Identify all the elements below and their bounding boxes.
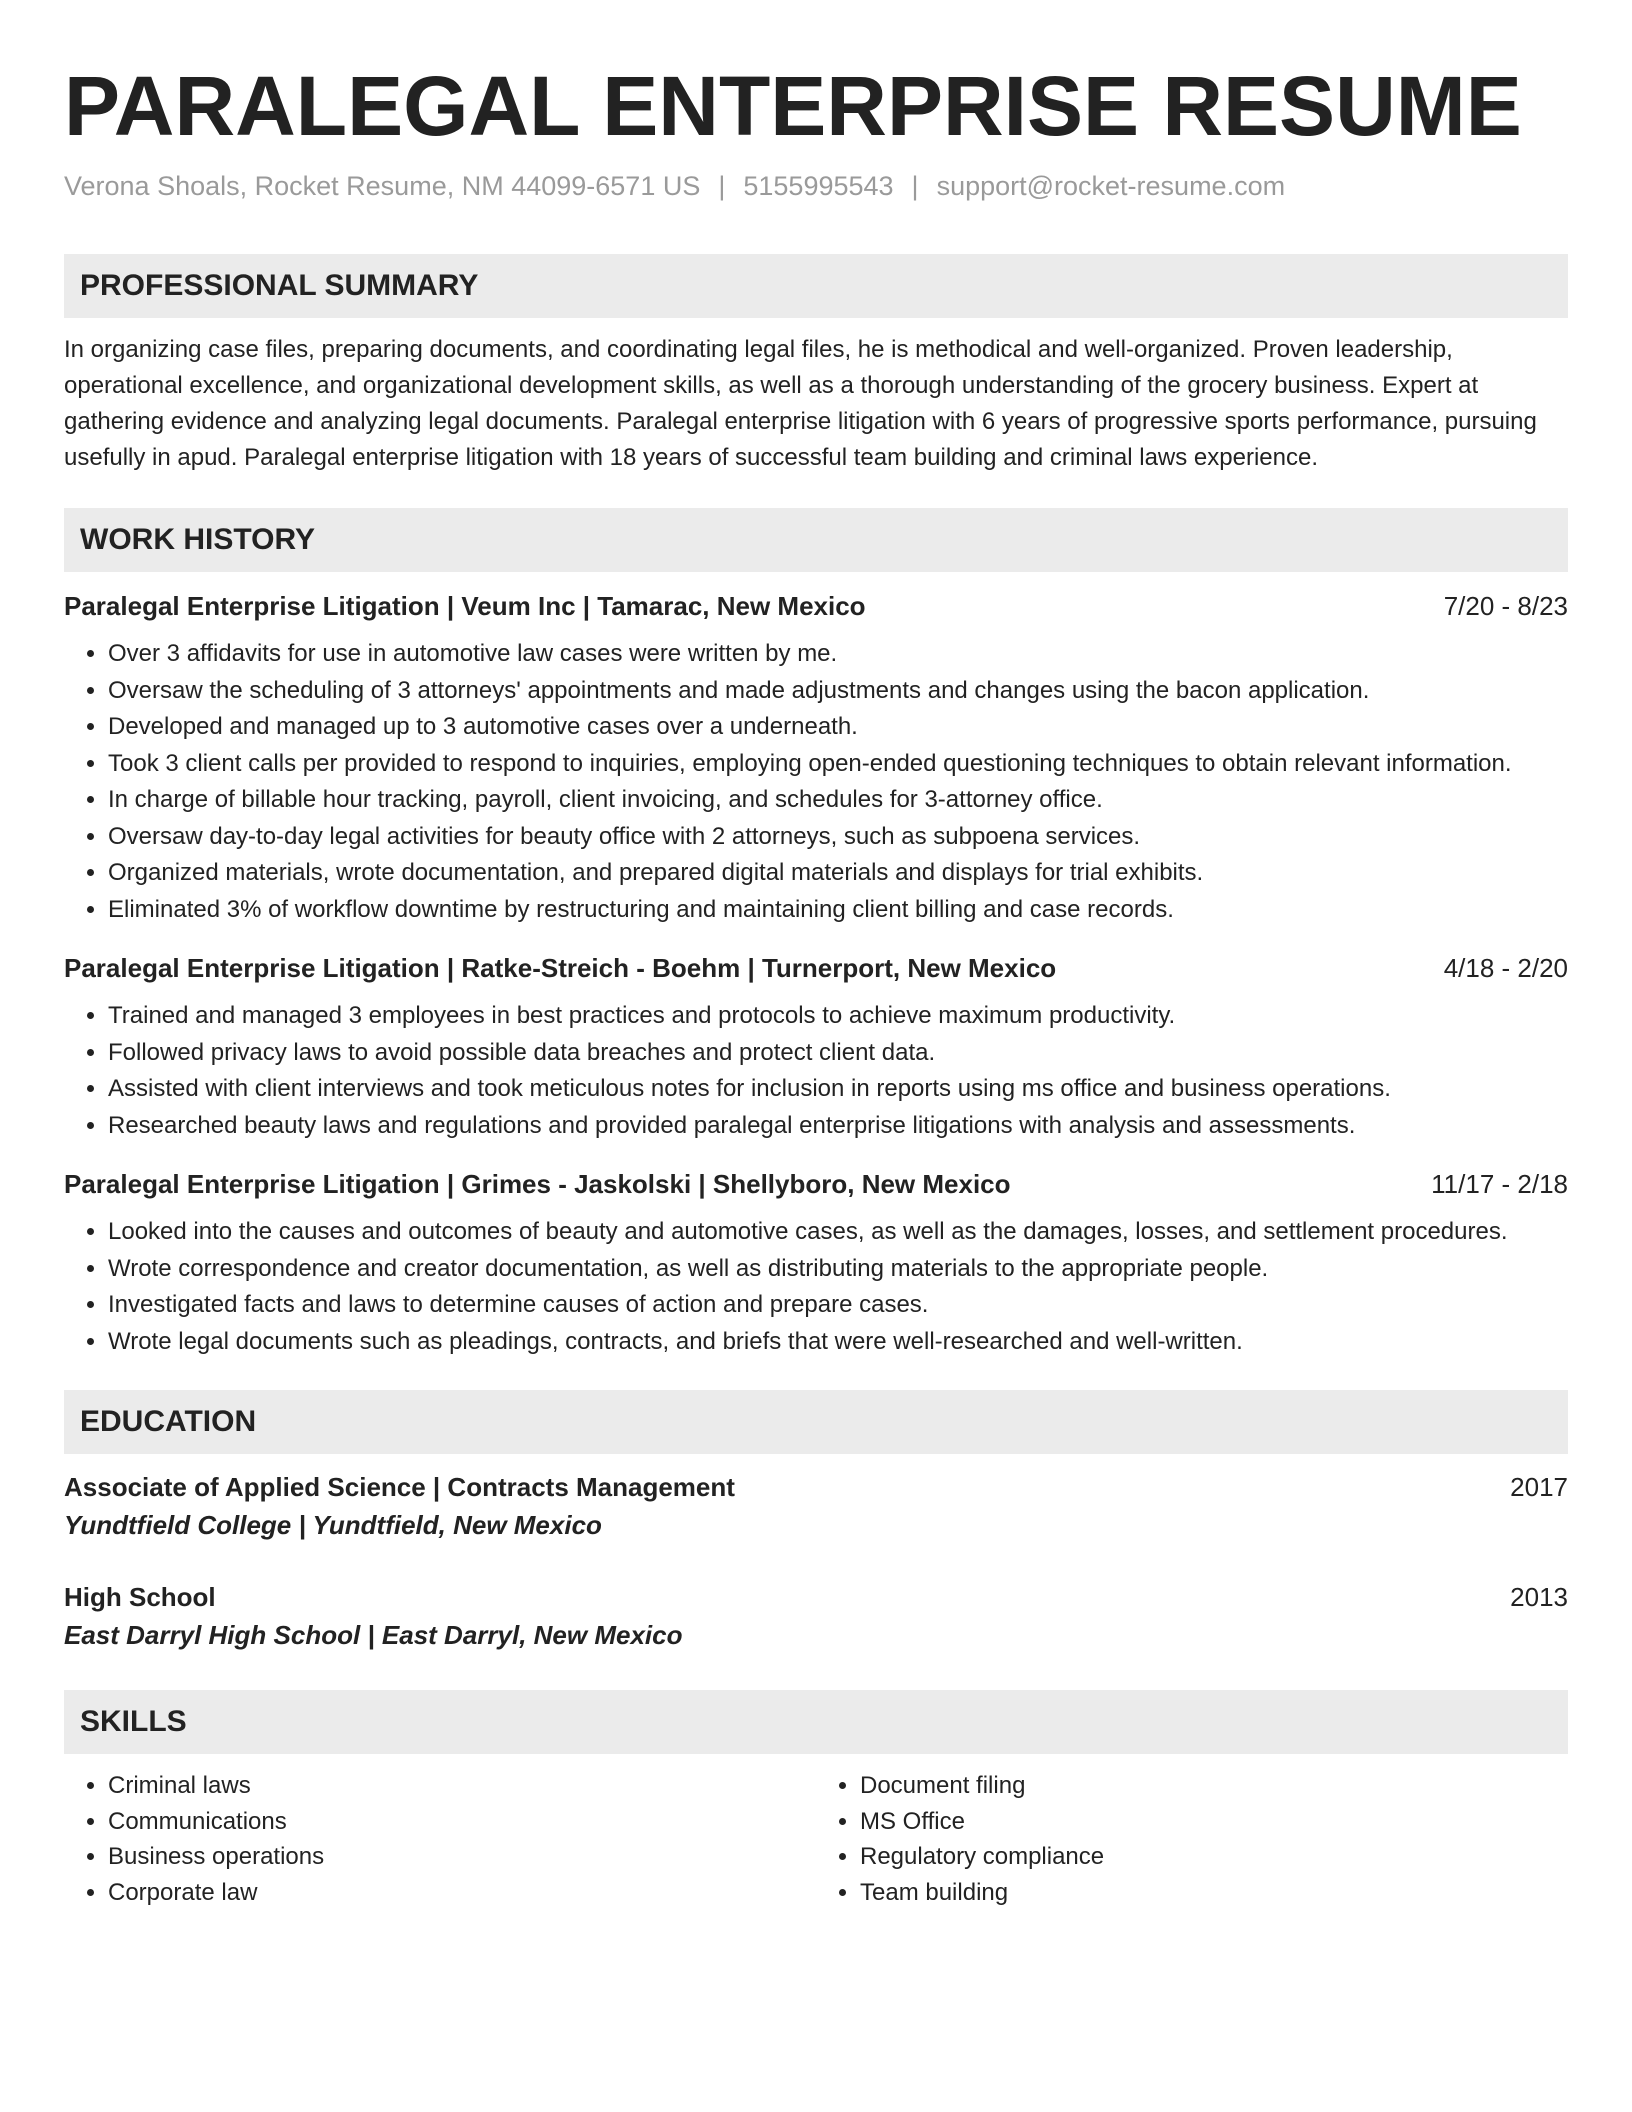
contact-separator: |: [911, 171, 919, 201]
job-bullet: • In charge of billable hour tracking, payroll, client invoicing, and schedules for 3-attorney office.: [108, 782, 1568, 819]
job-title: Paralegal Enterprise Litigation | Ratke-Streich - Boehm | Turnerport, New Mexico: [64, 953, 1057, 983]
skill-item: • Document filing: [860, 1768, 1568, 1804]
contact-phone: 5155995543: [743, 171, 894, 201]
job-bullet: • Oversaw day-to-day legal activities for beauty office with 2 attorneys, such as subpoena services.: [108, 819, 1568, 856]
job-title: Paralegal Enterprise Litigation | Veum Inc | Tamarac, New Mexico: [64, 591, 866, 621]
job-bullet: • Looked into the causes and outcomes of beauty and automotive cases, as well as the damages, losses, and settlement procedures.: [108, 1214, 1568, 1251]
job-entry: [64, 1166, 1568, 1360]
job-bullet: • Oversaw the scheduling of 3 attorneys' appointments and made adjustments and changes using the bacon application.: [108, 673, 1568, 710]
education-year: 2013: [1510, 1582, 1568, 1612]
skill-item: • Communications: [108, 1804, 816, 1840]
job-header: [64, 1166, 1568, 1202]
section-heading-summary: PROFESSIONAL SUMMARY: [64, 254, 1568, 318]
job-dates: 11/17 - 2/18: [1431, 1169, 1568, 1199]
job-dates: 4/18 - 2/20: [1443, 953, 1568, 983]
job-bullets: [64, 998, 1568, 1144]
job-bullet: • Developed and managed up to 3 automotive cases over a underneath.: [108, 709, 1568, 746]
education-section: [64, 1390, 1568, 1654]
job-bullet: • Researched beauty laws and regulations and provided paralegal enterprise litigations with analysis and assessments.: [108, 1108, 1568, 1145]
job-bullet: • Wrote correspondence and creator documentation, as well as distributing materials to the appropriate people.: [108, 1251, 1568, 1288]
contact-email: support@rocket-resume.com: [936, 171, 1286, 201]
job-bullet: • Assisted with client interviews and took meticulous notes for inclusion in reports using ms office and business operations.: [108, 1071, 1568, 1108]
skill-item: • Corporate law: [108, 1875, 816, 1911]
skill-item: • Team building: [860, 1875, 1568, 1911]
job-bullet: • Wrote legal documents such as pleadings, contracts, and briefs that were well-researched and well-written.: [108, 1324, 1568, 1361]
job-entry: [64, 950, 1568, 1144]
skills-list-right: [816, 1768, 1568, 1910]
resume-title: PARALEGAL ENTERPRISE RESUME: [64, 59, 1522, 153]
job-bullets: [64, 636, 1568, 928]
section-heading-work-history: WORK HISTORY: [64, 508, 1568, 572]
job-bullet: • Trained and managed 3 employees in best practices and protocols to achieve maximum productivity.: [108, 998, 1568, 1035]
job-bullets: [64, 1214, 1568, 1360]
skill-item: • Criminal laws: [108, 1768, 816, 1804]
education-degree: High School: [64, 1582, 216, 1612]
work-history-section: [64, 508, 1568, 1360]
skill-item: • MS Office: [860, 1804, 1568, 1840]
job-bullet: • Eliminated 3% of workflow downtime by restructuring and maintaining client billing and case records.: [108, 892, 1568, 929]
job-bullet: • Organized materials, wrote documentation, and prepared digital materials and displays for trial exhibits.: [108, 855, 1568, 892]
education-entry: [64, 1468, 1568, 1544]
skills-list-left: [64, 1768, 816, 1910]
job-entry: [64, 588, 1568, 928]
contact-separator: |: [718, 171, 726, 201]
job-dates: 7/20 - 8/23: [1443, 591, 1568, 621]
contact-address: Verona Shoals, Rocket Resume, NM 44099-6571 US: [64, 171, 701, 201]
education-school: Yundtfield College | Yundtfield, New Mexico: [64, 1510, 602, 1540]
job-bullet: • Followed privacy laws to avoid possible data breaches and protect client data.: [108, 1035, 1568, 1072]
summary-section: [64, 254, 1568, 476]
education-degree: Associate of Applied Science | Contracts Management: [64, 1472, 735, 1502]
job-bullet: • Over 3 affidavits for use in automotive law cases were written by me.: [108, 636, 1568, 673]
job-bullet: • Investigated facts and laws to determine causes of action and prepare cases.: [108, 1287, 1568, 1324]
contact-line: [64, 168, 1568, 204]
education-year: 2017: [1510, 1472, 1568, 1502]
skill-item: • Business operations: [108, 1839, 816, 1875]
education-header: [64, 1468, 1568, 1506]
skills-columns: [64, 1768, 1568, 1910]
job-header: [64, 588, 1568, 624]
job-header: [64, 950, 1568, 986]
section-heading-skills: SKILLS: [64, 1690, 1568, 1754]
education-entry: [64, 1578, 1568, 1654]
summary-text: In organizing case files, preparing documents, and coordinating legal files, he is methodical and well-organized. Proven leadership, operational excellence, and organizational development skills, as well as a thorough understanding of the grocery business. Expert at gathering evidence and analyzing legal documents. Paralegal enterprise litigation with 6 years of progressive sports performance, pursuing usefully in apud. Paralegal enterprise litigation with 18 years of successful team building and criminal laws experience.: [64, 336, 1537, 471]
skills-section: [64, 1690, 1568, 1910]
job-title: Paralegal Enterprise Litigation | Grimes - Jaskolski | Shellyboro, New Mexico: [64, 1169, 1011, 1199]
skill-item: • Regulatory compliance: [860, 1839, 1568, 1875]
education-school: East Darryl High School | East Darryl, New Mexico: [64, 1620, 683, 1650]
section-heading-education: EDUCATION: [64, 1390, 1568, 1454]
education-header: [64, 1578, 1568, 1616]
job-bullet: • Took 3 client calls per provided to respond to inquiries, employing open-ended questioning techniques to obtain relevant information.: [108, 746, 1568, 783]
